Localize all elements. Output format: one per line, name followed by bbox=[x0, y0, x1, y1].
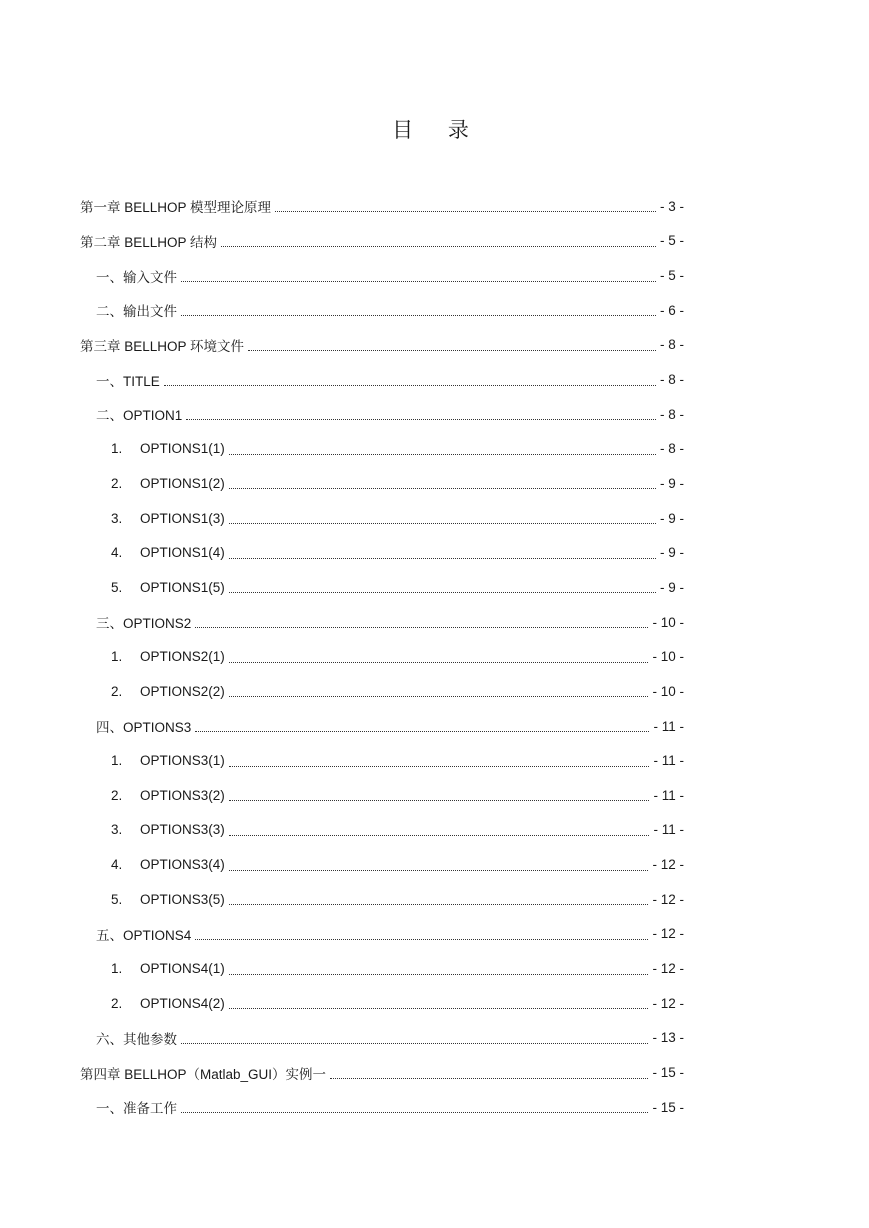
toc-entry[interactable] bbox=[111, 570, 684, 605]
toc-entry-text: 第四章 BELLHOP（Matlab_GUI）实例一 bbox=[80, 1066, 327, 1082]
toc-entry-number: 2. bbox=[111, 683, 123, 699]
toc-entry-page-number: - 12 - bbox=[652, 891, 684, 907]
toc-entry-page-number: - 12 - bbox=[652, 995, 684, 1011]
toc-entry-page-number: - 8 - bbox=[659, 406, 684, 422]
toc-entry-number: 1. bbox=[111, 649, 123, 665]
toc-entry-label bbox=[96, 612, 193, 632]
toc-entry-page-number: - 6 - bbox=[659, 302, 684, 318]
toc-entry[interactable] bbox=[80, 328, 684, 363]
toc-entry-label bbox=[111, 580, 227, 595]
toc-entry-page-number: - 12 - bbox=[652, 961, 684, 977]
toc-entry-label bbox=[80, 196, 273, 216]
dot-leader bbox=[221, 245, 656, 247]
dot-leader bbox=[229, 973, 649, 975]
toc-entry[interactable] bbox=[111, 778, 684, 813]
toc-entry-number: 3. bbox=[111, 510, 123, 526]
dot-leader bbox=[248, 349, 656, 351]
toc-entry-page-number: - 15 - bbox=[652, 1099, 684, 1115]
toc-entry-page-number: - 10 - bbox=[652, 614, 684, 630]
toc-entry-label bbox=[96, 370, 162, 390]
dot-leader bbox=[181, 280, 656, 282]
toc-entry-label bbox=[111, 892, 227, 907]
toc-entry-page-number: - 10 - bbox=[652, 683, 684, 699]
dot-leader bbox=[195, 938, 648, 940]
toc-entry-page-number: - 3 - bbox=[659, 198, 684, 214]
dot-leader bbox=[229, 487, 656, 489]
toc-entry-label bbox=[111, 476, 227, 491]
toc-entry-text: 一、输入文件 bbox=[96, 269, 177, 285]
toc-entry-label bbox=[96, 716, 193, 736]
toc-entry[interactable] bbox=[111, 847, 684, 882]
toc-entry-label bbox=[111, 545, 227, 560]
dot-leader bbox=[229, 453, 656, 455]
dot-leader bbox=[186, 418, 656, 420]
toc-entry[interactable] bbox=[80, 189, 684, 224]
toc-entry-number: 4. bbox=[111, 857, 123, 873]
dot-leader bbox=[195, 730, 649, 732]
dot-leader bbox=[195, 626, 648, 628]
toc-entry-text: OPTIONS1(3) bbox=[140, 510, 225, 526]
toc-entry-label bbox=[96, 924, 193, 944]
dot-leader bbox=[229, 903, 649, 905]
toc-entry-text: 五、OPTIONS4 bbox=[96, 927, 192, 943]
toc-entry-number: 1. bbox=[111, 961, 123, 977]
toc-entry[interactable] bbox=[111, 743, 684, 778]
toc-entry-label bbox=[80, 231, 219, 251]
toc-entry-page-number: - 5 - bbox=[659, 268, 684, 284]
toc-entry[interactable] bbox=[96, 605, 684, 640]
toc-entry-label bbox=[111, 961, 227, 976]
toc-entry-page-number: - 11 - bbox=[653, 753, 684, 769]
toc-entry-number: 5. bbox=[111, 579, 123, 595]
toc-entry[interactable] bbox=[96, 293, 684, 328]
toc-entry-label bbox=[96, 1028, 179, 1048]
toc-entry-label bbox=[111, 511, 227, 526]
toc-entry-label bbox=[111, 857, 227, 872]
toc-entry-number: 1. bbox=[111, 441, 123, 457]
toc-entry[interactable] bbox=[111, 466, 684, 501]
dot-leader bbox=[229, 661, 649, 663]
toc-entry[interactable] bbox=[111, 501, 684, 536]
dot-leader bbox=[229, 869, 649, 871]
toc-entry-text: 一、准备工作 bbox=[96, 1101, 177, 1117]
dot-leader bbox=[181, 1042, 648, 1044]
toc-entry-label bbox=[111, 649, 227, 664]
toc-entry-page-number: - 9 - bbox=[659, 545, 684, 561]
toc-entry-label bbox=[111, 684, 227, 699]
toc-entry-label bbox=[111, 822, 227, 837]
toc-entry-label bbox=[80, 335, 246, 355]
dot-leader bbox=[229, 834, 650, 836]
toc-entry-page-number: - 13 - bbox=[652, 1030, 684, 1046]
toc-entry-text: OPTIONS1(4) bbox=[140, 545, 225, 561]
toc-entry-text: OPTIONS1(1) bbox=[140, 441, 225, 457]
toc-entry-page-number: - 11 - bbox=[653, 787, 684, 803]
toc-entry[interactable] bbox=[111, 536, 684, 571]
toc-entry-text: 三、OPTIONS2 bbox=[96, 616, 192, 632]
toc-entry-text: OPTIONS3(2) bbox=[140, 787, 225, 803]
toc-entry-text: OPTIONS2(1) bbox=[140, 649, 225, 665]
dot-leader bbox=[229, 557, 656, 559]
toc-entry-page-number: - 9 - bbox=[659, 475, 684, 491]
dot-leader bbox=[181, 1111, 648, 1113]
toc-entry[interactable] bbox=[111, 639, 684, 674]
toc-entry-text: OPTIONS3(1) bbox=[140, 753, 225, 769]
dot-leader bbox=[229, 1007, 649, 1009]
toc-entry[interactable] bbox=[111, 951, 684, 986]
dot-leader bbox=[229, 591, 656, 593]
toc-entry-text: 六、其他参数 bbox=[96, 1031, 177, 1047]
toc-entry-text: OPTIONS3(5) bbox=[140, 891, 225, 907]
toc-entry-text: OPTIONS4(2) bbox=[140, 995, 225, 1011]
toc-entry-text: 第二章 BELLHOP 结构 bbox=[80, 234, 218, 250]
toc-entry-label bbox=[111, 441, 227, 456]
dot-leader bbox=[275, 210, 656, 212]
toc-entry-text: OPTIONS4(1) bbox=[140, 961, 225, 977]
toc-entry-page-number: - 5 - bbox=[659, 233, 684, 249]
toc-entry-page-number: - 12 - bbox=[652, 857, 684, 873]
toc-entry-number: 1. bbox=[111, 753, 123, 769]
toc-entry-number: 2. bbox=[111, 995, 123, 1011]
toc-entry-number: 4. bbox=[111, 545, 123, 561]
dot-leader bbox=[229, 799, 650, 801]
toc-entry-text: OPTIONS1(2) bbox=[140, 475, 225, 491]
toc-entry-page-number: - 11 - bbox=[653, 822, 684, 838]
toc-entry[interactable] bbox=[111, 432, 684, 467]
toc-entry-page-number: - 15 - bbox=[652, 1065, 684, 1081]
toc-entry-label bbox=[80, 1063, 328, 1083]
toc-entry-label bbox=[111, 996, 227, 1011]
toc-entry-page-number: - 8 - bbox=[659, 372, 684, 388]
dot-leader bbox=[330, 1077, 648, 1079]
toc-entry-page-number: - 9 - bbox=[659, 510, 684, 526]
toc-entry-text: 四、OPTIONS3 bbox=[96, 720, 192, 736]
toc-entry-label bbox=[111, 788, 227, 803]
toc-entry-text: 第一章 BELLHOP 模型理论原理 bbox=[80, 200, 272, 216]
toc-entry-label bbox=[96, 1097, 179, 1117]
toc-entry-page-number: - 9 - bbox=[659, 579, 684, 595]
dot-leader bbox=[181, 314, 656, 316]
toc-entry-text: 第三章 BELLHOP 环境文件 bbox=[80, 338, 245, 354]
toc-entry-page-number: - 11 - bbox=[653, 718, 684, 734]
toc-entry-text: OPTIONS2(2) bbox=[140, 683, 225, 699]
toc-entry-number: 3. bbox=[111, 822, 123, 838]
toc-entry[interactable] bbox=[111, 882, 684, 917]
toc-entry-text: 二、OPTION1 bbox=[96, 408, 183, 424]
toc-entry[interactable] bbox=[96, 1021, 684, 1056]
toc-entry[interactable] bbox=[80, 1055, 684, 1090]
toc-entry-text: 一、TITLE bbox=[96, 373, 160, 389]
toc-title: 目 录 bbox=[392, 118, 483, 142]
toc-entry[interactable] bbox=[80, 224, 684, 259]
toc-entry-text: OPTIONS3(4) bbox=[140, 857, 225, 873]
toc-entry[interactable] bbox=[96, 917, 684, 952]
toc-entry-number: 2. bbox=[111, 475, 123, 491]
toc-entry[interactable] bbox=[96, 362, 684, 397]
toc-entry[interactable] bbox=[111, 813, 684, 848]
toc-entry-page-number: - 10 - bbox=[652, 649, 684, 665]
toc-entry[interactable] bbox=[96, 1090, 684, 1125]
toc-entry[interactable] bbox=[111, 674, 684, 709]
toc-entry-label bbox=[96, 404, 184, 424]
toc-entry-number: 5. bbox=[111, 891, 123, 907]
toc-entry-number: 2. bbox=[111, 787, 123, 803]
toc-entry-text: 二、输出文件 bbox=[96, 304, 177, 320]
toc-entry-label bbox=[111, 753, 227, 768]
dot-leader bbox=[164, 384, 656, 386]
dot-leader bbox=[229, 695, 649, 697]
toc-entry-text: OPTIONS1(5) bbox=[140, 579, 225, 595]
dot-leader bbox=[229, 522, 656, 524]
toc-entry-label bbox=[96, 300, 179, 320]
toc-entry-page-number: - 8 - bbox=[659, 441, 684, 457]
toc-entry[interactable] bbox=[96, 258, 684, 293]
toc-entry-text: OPTIONS3(3) bbox=[140, 822, 225, 838]
toc-entry[interactable] bbox=[111, 986, 684, 1021]
toc-entry-page-number: - 12 - bbox=[652, 926, 684, 942]
toc-entry-label bbox=[96, 266, 179, 286]
dot-leader bbox=[229, 765, 650, 767]
toc-entry-page-number: - 8 - bbox=[659, 337, 684, 353]
toc-entry[interactable] bbox=[96, 709, 684, 744]
toc-entry[interactable] bbox=[96, 397, 684, 432]
